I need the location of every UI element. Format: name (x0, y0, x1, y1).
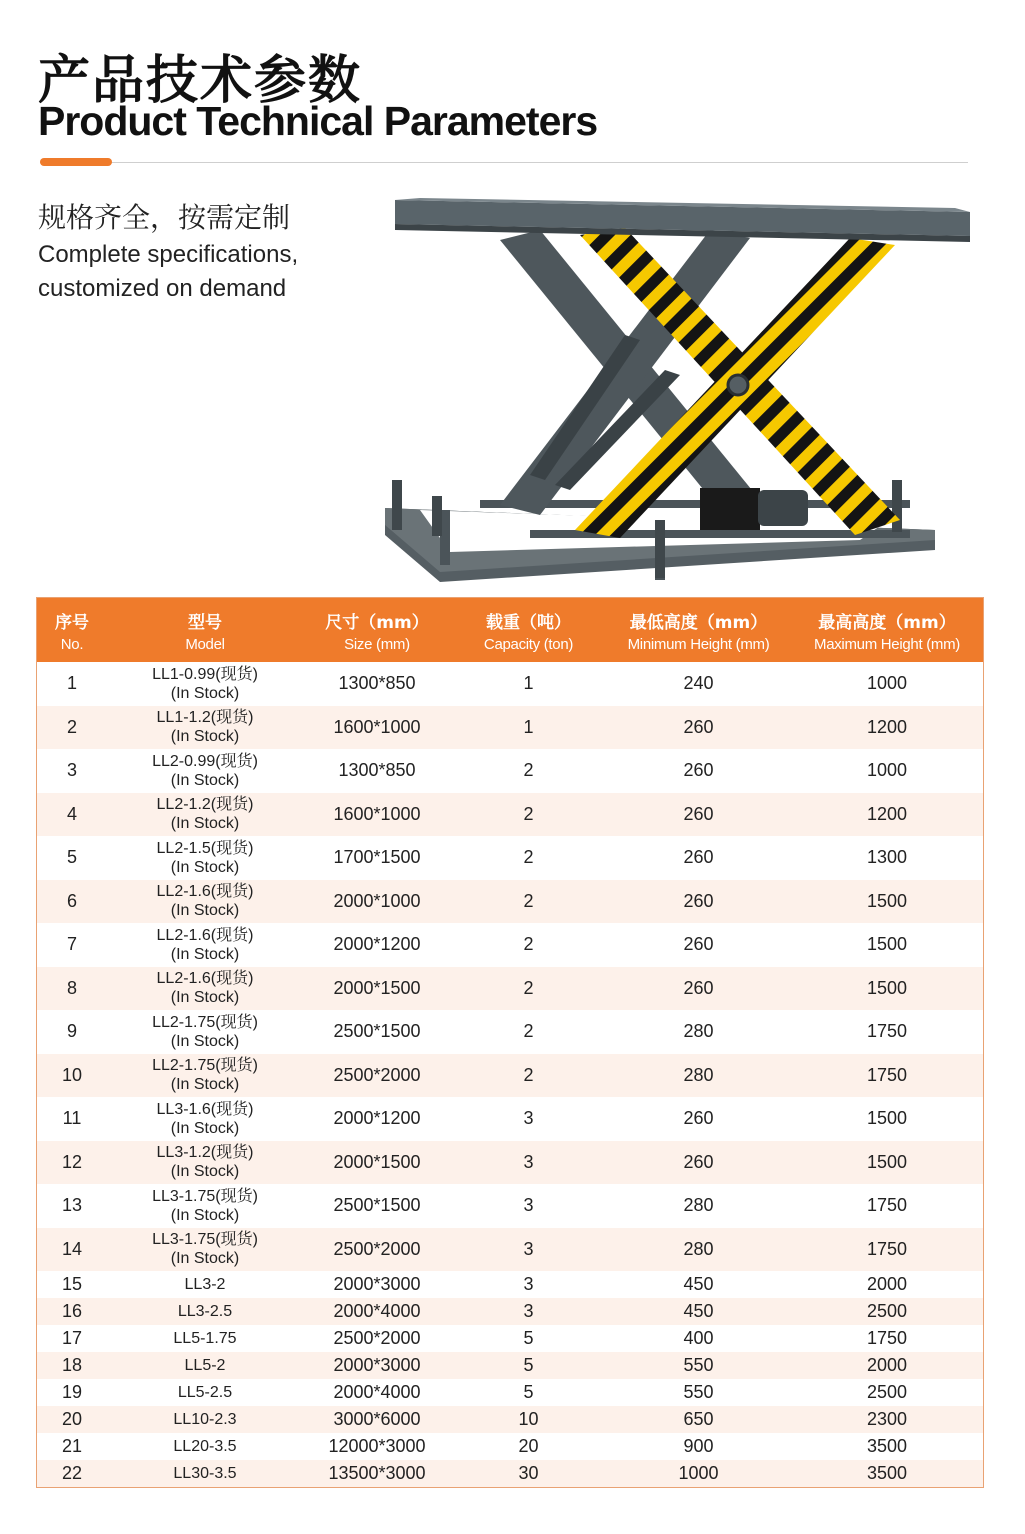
cell-size: 2000*1500 (303, 1141, 451, 1185)
cell-model (107, 1184, 303, 1228)
table-row (37, 1010, 983, 1054)
stock-note: (In Stock) (170, 902, 240, 920)
cell-capacity: 20 (518, 1436, 539, 1456)
page-title-en: Product Technical Parameters (38, 98, 598, 144)
cell-capacity: 5 (451, 1352, 606, 1379)
cell-size: 2000*1000 (303, 880, 451, 924)
model-code: LL2-1.75(现货) (152, 1057, 258, 1075)
cell-no: 9 (66, 1021, 77, 1042)
cell-capacity: 2 (451, 880, 606, 924)
cell-max-height: 1000 (866, 760, 908, 781)
stock-note: (In Stock) (170, 684, 240, 702)
scissor-lift-illustration (380, 190, 980, 590)
model-code: LL2-0.99(现货) (152, 752, 258, 770)
cell-capacity: 2 (523, 847, 534, 868)
cell-capacity: 2 (451, 793, 606, 837)
model-code: LL3-1.75(现货) (152, 1231, 258, 1249)
cell-size: 2000*3000 (333, 1274, 421, 1294)
cell-model (107, 1054, 303, 1098)
cell-model (107, 1141, 303, 1185)
cell-model (107, 1271, 303, 1298)
cell-min-height: 550 (606, 1352, 791, 1379)
title-divider (40, 162, 968, 163)
table-row (37, 923, 983, 967)
model-code: LL5-2 (184, 1357, 226, 1374)
table-row (37, 1228, 983, 1272)
cell-model (107, 923, 303, 967)
cell-capacity: 2 (523, 1021, 534, 1042)
stock-note: (In Stock) (170, 728, 240, 746)
table-row (37, 1460, 983, 1487)
cell-capacity: 1 (451, 706, 606, 750)
col-header-capacity: 载重（吨） Capacity (ton) (451, 598, 606, 662)
cell-max-height: 1200 (791, 793, 983, 837)
cell-size: 1300*850 (338, 760, 416, 781)
cell-capacity: 3 (523, 1195, 534, 1216)
stock-note: (In Stock) (170, 1250, 240, 1268)
cell-max-height: 1500 (791, 967, 983, 1011)
cell-max-height: 1750 (791, 1054, 983, 1098)
cell-min-height: 260 (606, 967, 791, 1011)
cell-max-height: 1500 (866, 934, 908, 955)
model-code: LL5-1.75 (173, 1330, 237, 1347)
cell-max-height: 1750 (866, 1021, 908, 1042)
stock-note: (In Stock) (170, 1206, 240, 1224)
cell-no: 21 (61, 1436, 83, 1456)
cell-min-height: 550 (683, 1382, 714, 1402)
cell-max-height: 3500 (866, 1436, 908, 1456)
model-code: LL2-1.6(现货) (156, 970, 254, 988)
cell-min-height: 260 (683, 1108, 714, 1129)
model-code: LL5-2.5 (177, 1384, 233, 1401)
cell-model (107, 1325, 303, 1352)
cell-size: 2000*4000 (303, 1298, 451, 1325)
cell-model (107, 836, 303, 880)
cell-model (107, 1352, 303, 1379)
cell-min-height: 1000 (606, 1460, 791, 1487)
cell-size: 2500*1500 (333, 1195, 421, 1216)
cell-capacity: 10 (451, 1406, 606, 1433)
stock-note: (In Stock) (170, 1032, 240, 1050)
cell-size: 1600*1000 (303, 793, 451, 837)
cell-capacity: 3 (451, 1298, 606, 1325)
table-row (37, 1184, 983, 1228)
cell-no: 3 (66, 760, 77, 781)
cell-no: 19 (61, 1382, 83, 1402)
cell-size: 2000*3000 (303, 1352, 451, 1379)
subtitle-en: Complete specifications, customized on demand (38, 241, 299, 302)
cell-max-height: 1500 (791, 1141, 983, 1185)
cell-size: 1700*1500 (333, 847, 421, 868)
table-row (37, 706, 983, 750)
cell-size: 2500*2000 (333, 1328, 421, 1348)
cell-model (107, 1406, 303, 1433)
cell-size: 12000*3000 (328, 1436, 426, 1456)
model-code: LL3-1.6(现货) (156, 1100, 254, 1118)
cell-min-height: 400 (683, 1328, 714, 1348)
cell-no: 7 (66, 934, 77, 955)
cell-min-height: 240 (683, 673, 714, 694)
table-row (37, 1433, 983, 1460)
cell-capacity: 1 (523, 673, 534, 694)
cell-min-height: 280 (683, 1195, 714, 1216)
cell-max-height: 3500 (791, 1460, 983, 1487)
subtitle-cn: 规格齐全，按需定制 (38, 201, 291, 234)
cell-no: 22 (37, 1460, 107, 1487)
model-code: LL1-0.99(现货) (152, 665, 258, 683)
cell-size: 2000*1200 (333, 1108, 421, 1129)
model-code: LL2-1.2(现货) (156, 796, 254, 814)
table-row (37, 1054, 983, 1098)
cell-capacity: 2 (451, 967, 606, 1011)
model-code: LL10-2.3 (173, 1411, 237, 1428)
model-code: LL3-1.2(现货) (156, 1144, 254, 1162)
stock-note: (In Stock) (170, 989, 240, 1007)
cell-min-height: 900 (683, 1436, 714, 1456)
cell-no: 15 (61, 1274, 83, 1294)
cell-model (107, 1433, 303, 1460)
cell-no: 12 (37, 1141, 107, 1185)
cell-capacity: 3 (523, 1274, 534, 1294)
cell-capacity: 2 (451, 1054, 606, 1098)
cell-max-height: 2000 (791, 1352, 983, 1379)
cell-size: 2000*1200 (333, 934, 421, 955)
model-code: LL2-1.5(现货) (156, 839, 254, 857)
cell-no: 18 (37, 1352, 107, 1379)
stock-note: (In Stock) (170, 945, 240, 963)
cell-no: 14 (37, 1228, 107, 1272)
table-row (37, 793, 983, 837)
cell-max-height: 1750 (866, 1195, 908, 1216)
cell-no: 16 (37, 1298, 107, 1325)
cell-no: 6 (37, 880, 107, 924)
cell-capacity: 5 (523, 1382, 534, 1402)
cell-size: 2000*1500 (303, 967, 451, 1011)
table-row (37, 1325, 983, 1352)
cell-no: 13 (61, 1195, 83, 1216)
cell-model (107, 880, 303, 924)
page-title-cn: 产品技术参数 (38, 51, 363, 111)
cell-model (107, 1460, 303, 1487)
stock-note: (In Stock) (170, 815, 240, 833)
model-code: LL3-1.75(现货) (152, 1187, 258, 1205)
table-row (37, 662, 983, 706)
cell-size: 1300*850 (338, 673, 416, 694)
cell-capacity: 5 (523, 1328, 534, 1348)
cell-min-height: 260 (683, 760, 714, 781)
cell-max-height: 1200 (791, 706, 983, 750)
cell-model (107, 1298, 303, 1325)
cell-max-height: 1750 (791, 1228, 983, 1272)
table-row (37, 1352, 983, 1379)
col-header-size: 尺寸（mm） Size (mm) (303, 598, 451, 662)
model-code: LL1-1.2(现货) (156, 709, 254, 727)
col-header-no: 序号 No. (37, 598, 107, 662)
cell-min-height: 260 (606, 1141, 791, 1185)
model-code: LL30-3.5 (173, 1465, 237, 1482)
cell-capacity: 3 (451, 1228, 606, 1272)
cell-model (107, 1010, 303, 1054)
cell-capacity: 3 (523, 1108, 534, 1129)
stock-note: (In Stock) (170, 771, 240, 789)
cell-min-height: 450 (606, 1298, 791, 1325)
model-code: LL2-1.6(现货) (156, 883, 254, 901)
cell-min-height: 450 (683, 1274, 714, 1294)
cell-min-height: 260 (683, 934, 714, 955)
model-code: LL3-2.5 (177, 1303, 233, 1320)
cell-no: 20 (37, 1406, 107, 1433)
title-accent-bar (40, 158, 112, 166)
cell-size: 2500*2000 (303, 1054, 451, 1098)
cell-no: 10 (37, 1054, 107, 1098)
cell-size: 2500*2000 (303, 1228, 451, 1272)
cell-no: 1 (66, 673, 77, 694)
cell-min-height: 260 (683, 847, 714, 868)
cell-model (107, 1228, 303, 1272)
cell-no: 8 (37, 967, 107, 1011)
table-row (37, 880, 983, 924)
cell-model (107, 662, 303, 706)
cell-capacity: 2 (523, 934, 534, 955)
col-header-min-height: 最低高度（mm） Minimum Height (mm) (606, 598, 791, 662)
cell-model (107, 1379, 303, 1406)
cell-max-height: 2500 (866, 1382, 908, 1402)
cell-min-height: 650 (606, 1406, 791, 1433)
cell-model (107, 1097, 303, 1141)
model-code: LL2-1.75(现货) (152, 1013, 258, 1031)
cell-min-height: 260 (606, 793, 791, 837)
stock-note: (In Stock) (170, 1119, 240, 1137)
table-row (37, 1141, 983, 1185)
cell-max-height: 1300 (866, 847, 908, 868)
table-row (37, 1097, 983, 1141)
stock-note: (In Stock) (170, 858, 240, 876)
table-header-row (37, 598, 983, 662)
cell-min-height: 260 (606, 880, 791, 924)
cell-size: 2500*1500 (333, 1021, 421, 1042)
cell-capacity: 2 (523, 760, 534, 781)
stock-note: (In Stock) (170, 1163, 240, 1181)
model-code: LL20-3.5 (173, 1438, 237, 1455)
cell-min-height: 260 (606, 706, 791, 750)
cell-model (107, 749, 303, 793)
table-row (37, 836, 983, 880)
cell-no: 11 (62, 1108, 82, 1129)
cell-model (107, 793, 303, 837)
table-body (37, 662, 983, 1487)
cell-no: 2 (37, 706, 107, 750)
table-row (37, 1379, 983, 1406)
cell-size: 1600*1000 (303, 706, 451, 750)
cell-min-height: 280 (606, 1054, 791, 1098)
cell-size: 3000*6000 (303, 1406, 451, 1433)
table-row (37, 1271, 983, 1298)
cell-min-height: 280 (606, 1228, 791, 1272)
cell-max-height: 1000 (866, 673, 908, 694)
cell-capacity: 30 (451, 1460, 606, 1487)
cell-min-height: 280 (683, 1021, 714, 1042)
model-code: LL3-2 (184, 1276, 226, 1293)
cell-model (107, 967, 303, 1011)
cell-no: 5 (66, 847, 77, 868)
cell-no: 17 (61, 1328, 83, 1348)
cell-max-height: 1750 (866, 1328, 908, 1348)
table-row (37, 1406, 983, 1433)
table-row (37, 749, 983, 793)
cell-no: 4 (37, 793, 107, 837)
spec-table (36, 597, 984, 1488)
stock-note: (In Stock) (170, 1076, 240, 1094)
col-header-max-height: 最高高度（mm） Maximum Height (mm) (791, 598, 983, 662)
cell-max-height: 2000 (866, 1274, 908, 1294)
cell-max-height: 2300 (791, 1406, 983, 1433)
cell-model (107, 706, 303, 750)
cell-max-height: 2500 (791, 1298, 983, 1325)
cell-size: 2000*4000 (333, 1382, 421, 1402)
model-code: LL2-1.6(现货) (156, 926, 254, 944)
cell-max-height: 1500 (866, 1108, 908, 1129)
cell-max-height: 1500 (791, 880, 983, 924)
cell-size: 13500*3000 (303, 1460, 451, 1487)
table-row (37, 967, 983, 1011)
col-header-model: 型号 Model (107, 598, 303, 662)
cell-capacity: 3 (451, 1141, 606, 1185)
table-row (37, 1298, 983, 1325)
